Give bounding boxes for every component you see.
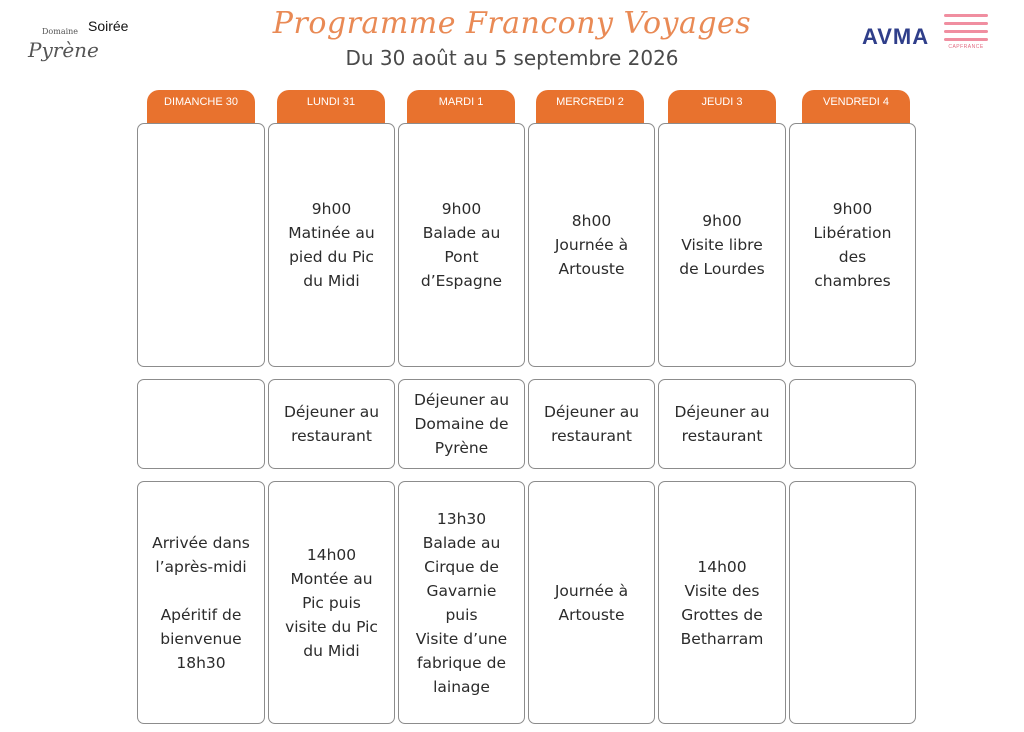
lunch-cell-lundi: Déjeuner au restaurant — [268, 379, 395, 469]
page-subtitle: Du 30 août au 5 septembre 2026 — [345, 46, 679, 70]
page-title: Programme Francony Voyages — [272, 6, 752, 41]
morning-cell-lundi: 9h00 Matinée au pied du Pic du Midi — [268, 123, 395, 367]
avma-logo: AVMA — [862, 24, 930, 49]
morning-cell-mercredi: 8h00 Journée à Artouste — [528, 123, 655, 367]
afternoon-cell-mardi: 13h30 Balade au Cirque de Gavarnie puis Visite d’une fabrique de lainage — [398, 481, 525, 724]
afternoon-cell-jeudi: 14h00 Visite des Grottes de Betharram — [658, 481, 786, 724]
morning-cell-jeudi: 9h00 Visite libre de Lourdes — [658, 123, 786, 367]
capfrance-logo-label: CAPFRANCE — [948, 44, 984, 50]
capfrance-logo — [944, 14, 988, 50]
day-tab-mardi: MARDI 1 — [407, 90, 515, 124]
day-tab-vendredi: VENDREDI 4 — [802, 90, 910, 124]
afternoon-cell-vendredi — [789, 481, 916, 724]
logo-evening-label: Soirée — [88, 18, 129, 34]
lunch-cell-dimanche — [137, 379, 265, 469]
lunch-cell-mercredi: Déjeuner au restaurant — [528, 379, 655, 469]
lunch-cell-jeudi: Déjeuner au restaurant — [658, 379, 786, 469]
logo-brand: Pyrène — [28, 38, 99, 62]
morning-cell-vendredi: 9h00 Libération des chambres — [789, 123, 916, 367]
afternoon-cell-dimanche: Arrivée dans l’après-midi Apéritif de bienvenue 18h30 — [137, 481, 265, 724]
morning-cell-dimanche — [137, 123, 265, 367]
afternoon-cell-lundi: 14h00 Montée au Pic puis visite du Pic du Midi — [268, 481, 395, 724]
day-tab-jeudi: JEUDI 3 — [668, 90, 776, 124]
logo-brand-small: Domaine — [42, 27, 79, 36]
lunch-cell-mardi: Déjeuner au Domaine de Pyrène — [398, 379, 525, 469]
morning-cell-mardi: 9h00 Balade au Pont d’Espagne — [398, 123, 525, 367]
day-tab-dimanche: DIMANCHE 30 — [147, 90, 255, 124]
day-tab-lundi: LUNDI 31 — [277, 90, 385, 124]
day-tab-mercredi: MERCREDI 2 — [536, 90, 644, 124]
lunch-cell-vendredi — [789, 379, 916, 469]
afternoon-cell-mercredi: Journée à Artouste — [528, 481, 655, 724]
